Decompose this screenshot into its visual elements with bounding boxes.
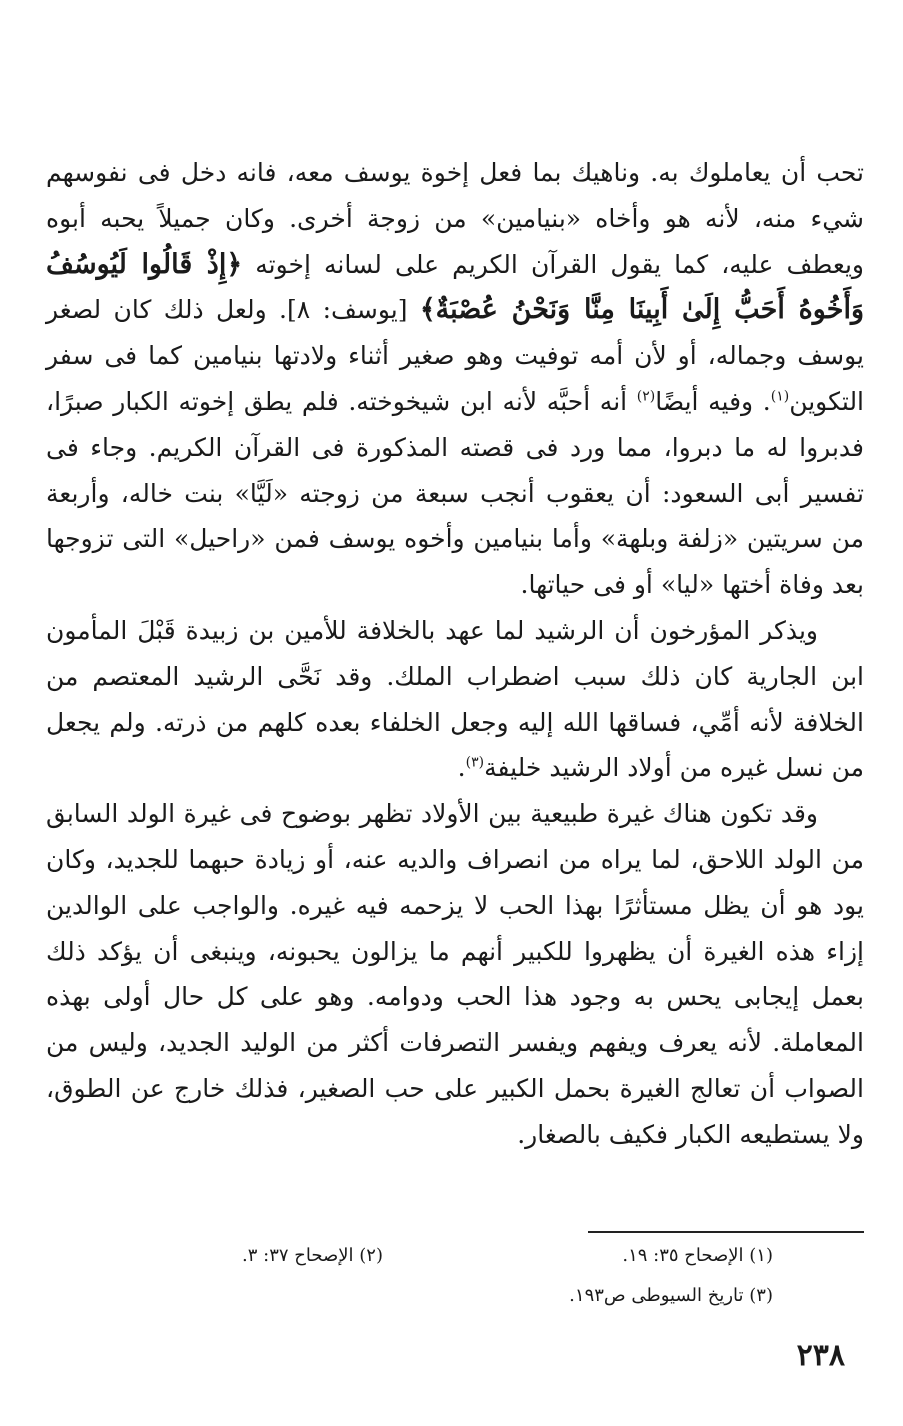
footnote-divider: [588, 1231, 864, 1233]
footnote-ref-1: (١): [770, 388, 790, 405]
footnote-1: (١) الإصحاح ٣٥: ١٩.: [622, 1245, 773, 1266]
paragraph-1: تحب أن يعاملوك به. وناهيك بما فعل إخوة يوسف معه، فانه دخل فى نفوسهم شيء منه، لأنه هو وأخاه «بنيامين» من زوجة أخرى. وكان جميلاً يحبه أبوه ويعطف عليه، كما يقول القرآن الكريم على لسانه إخوته ﴿إِذْ قَالُوا لَيُوسُفُ وَأَخُوهُ أَحَبُّ إِلَىٰ أَبِينَا مِنَّا وَنَحْنُ عُصْبَةٌ﴾ [يوسف: ٨]. ولعل ذلك كان لصغر يوسف وجماله، أو لأن أمه توفيت وهو صغير أثناء ولادتها بنيامين كما فى سفر التكوين$^{(١)}$. وفيه أيضًا$^{(٢)}$ أنه أحبَّه لأنه ابن شيخوخته. فلم يطق إخوته الكبار صبرًا، فدبروا له ما دبروا، مما ورد فى قصته المذكورة فى القرآن الكريم. وجاء فى تفسير أبى السعود: أن يعقوب أنجب سبعة من زوجته «لَيَّا» بنت خاله، وأربعة من سريتين «زلفة وبلهة» وأما بنيامين وأخوه يوسف فمن «راحيل» التى تزوجها بعد وفاة أختها «ليا» أو فى حياتها.: [46, 158, 865, 600]
quran-verse: ﴿إِذْ قَالُوا لَيُوسُفُ وَأَخُوهُ أَحَبُّ إِلَىٰ أَبِينَا مِنَّا وَنَحْنُ عُصْبَةٌ﴾: [46, 248, 864, 326]
footnote-2: (٢) الإصحاح ٣٧: ٣.: [242, 1245, 383, 1266]
footnote-ref-3: (٣): [465, 755, 485, 772]
paragraph-3: وقد تكون هناك غيرة طبيعية بين الأولاد تظهر بوضوح فى غيرة الولد السابق من الولد اللاحق، لما يراه من انصراف والديه عنه، أو زيادة حبهما للجديد، وكان يود هو أن يظل مستأثرًا بهذا الحب لا يزحمه فيه غيره. والواجب على الوالدين إزاء هذه الغيرة أن يظهروا للكبير أنهم ما يزالون يحبونه، وينبغى أن يؤكد ذلك بعمل إيجابى يحس به وجود هذا الحب ودوامه. وهو على كل حال أولى بهذه المعاملة. لأنه يعرف ويفهم ويفسر التصرفات أكثر من الوليد الجديد، وليس من الصواب أن تعالج الغيرة بحمل الكبير على حب الصغير، فذلك خارج عن الطوق، ولا يستطيعه الكبار فكيف بالصغار.: [46, 799, 864, 1149]
page-number: ٢٣٨: [796, 1338, 845, 1373]
footnote-3: (٣) تاريخ السيوطى ص١٩٣.: [569, 1285, 773, 1306]
main-text: [46, 150, 864, 1158]
footnote-ref-2: (٢): [636, 388, 656, 405]
paragraph-2: ويذكر المؤرخون أن الرشيد لما عهد بالخلافة للأمين بن زبيدة قَبْلَ المأمون ابن الجارية كان ذلك سبب اضطراب الملك. وقد نَحَّى الرشيد المعتصم من الخلافة لأنه أمِّي، فساقها الله إليه وجعل الخلفاء بعده كلهم من ذرته. ولم يجعل من نسل غيره من أولاد الرشيد خليفة$^{(٣)}$.: [46, 615, 864, 783]
